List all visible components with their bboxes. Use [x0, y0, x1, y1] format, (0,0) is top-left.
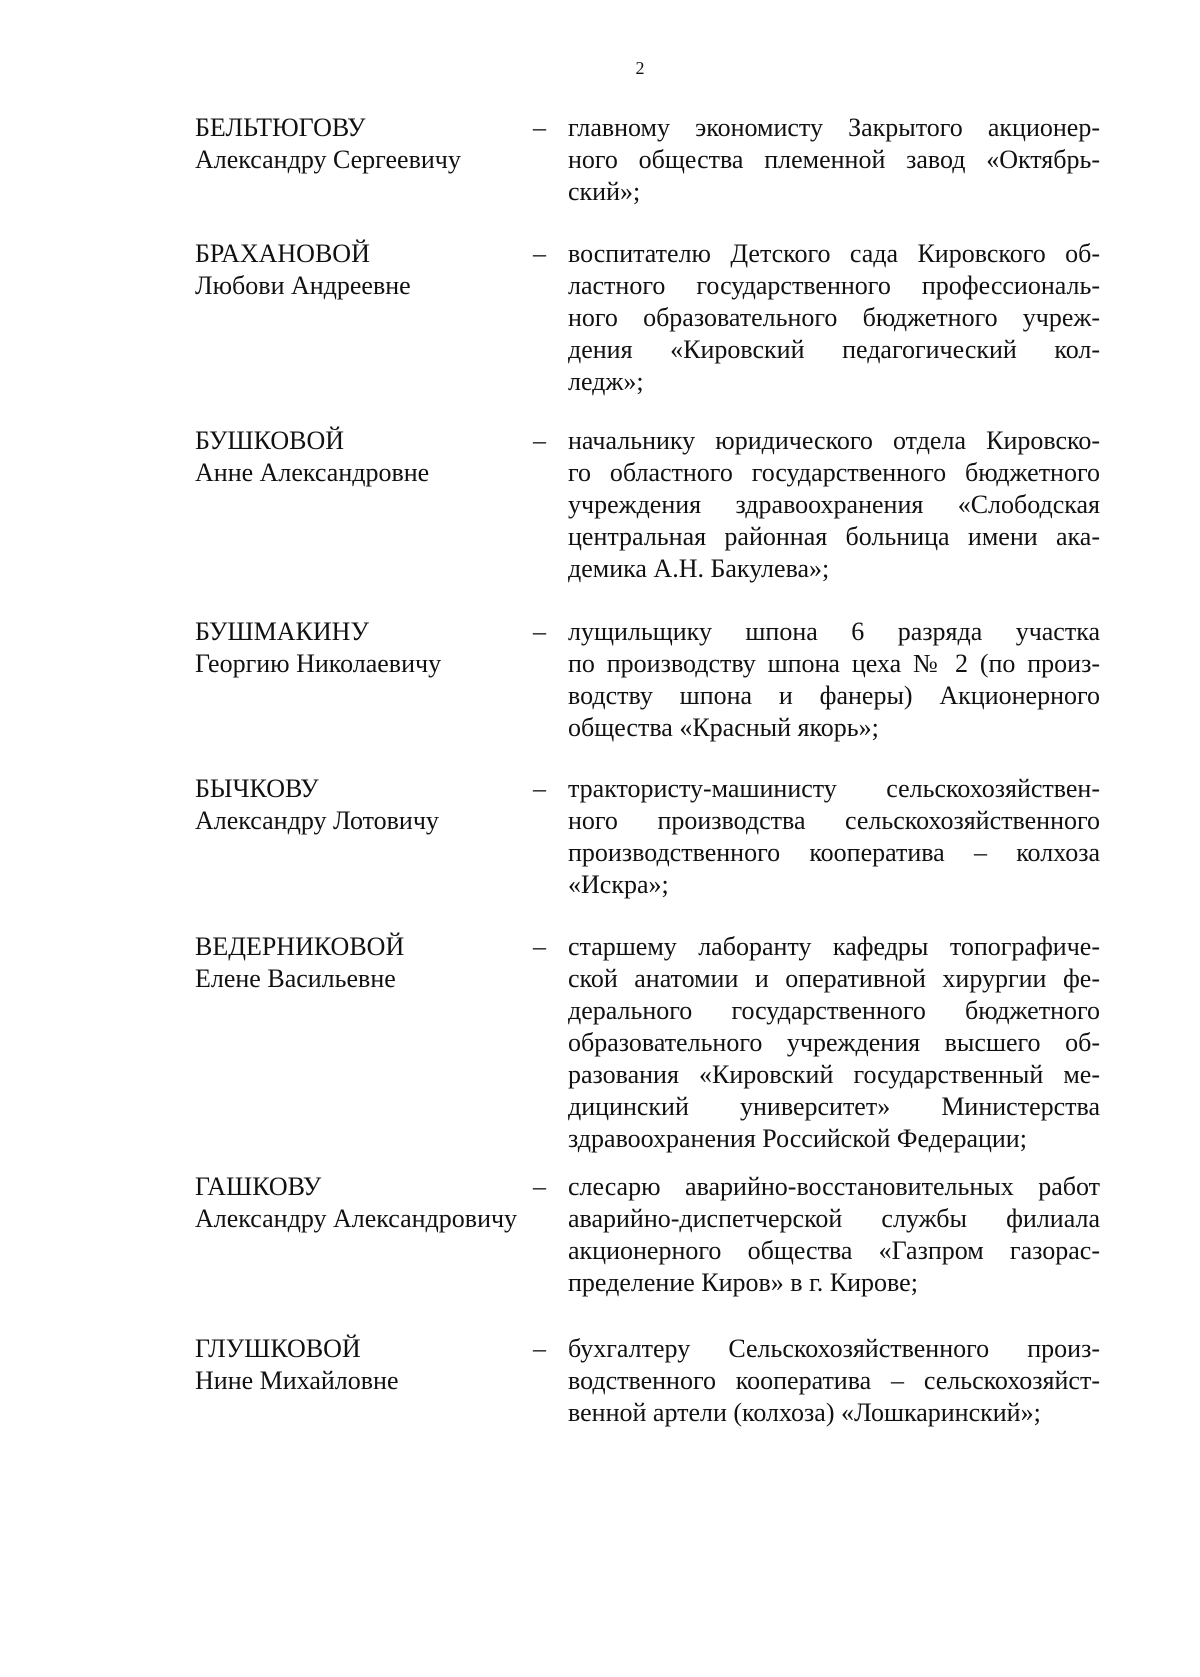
recipient-surname: ГАШКОВУ — [195, 1172, 322, 1201]
position-text-line: лущильщику шпона 6 разряда участка — [568, 617, 1100, 646]
position-text-line: ного общества племенной завод «Октябрь- — [568, 145, 1100, 174]
recipient-given-names: Георгию Николаевичу — [195, 649, 442, 678]
position-text-line: го областного государственного бюджетного — [568, 458, 1100, 487]
recipient-surname: БЫЧКОВУ — [195, 774, 319, 803]
position-text-line: акционерного общества «Газпром газорас- — [568, 1236, 1100, 1265]
recipient-given-names: Александру Лотовичу — [195, 806, 439, 835]
recipient-name — [195, 773, 515, 837]
recipient-given-names: Нине Михайловне — [195, 1366, 399, 1395]
position-text-line: учреждения здравоохранения «Слободская — [568, 490, 1100, 519]
recipient-name — [195, 238, 515, 302]
position-text-line: центральная районная больница имени ака- — [568, 522, 1100, 551]
position-text-line: разования «Кировский государственный ме- — [568, 1060, 1100, 1089]
position-text-line: старшему лаборанту кафедры топографиче- — [568, 932, 1100, 961]
recipient-position — [568, 1171, 1100, 1299]
separator-dash: – — [533, 113, 546, 142]
separator-dash: – — [533, 774, 546, 803]
position-text-line: венной артели (колхоза) «Лошкаринский»; — [568, 1398, 1041, 1427]
recipient-name — [195, 425, 515, 489]
separator-dash: – — [533, 426, 546, 455]
position-text-line: ного образовательного бюджетного учреж- — [568, 303, 1100, 332]
position-text-line: воспитателю Детского сада Кировского об- — [568, 239, 1100, 268]
position-text-line: начальнику юридического отдела Кировско- — [568, 426, 1100, 455]
separator-dash: – — [533, 239, 546, 268]
position-text-line: по производству шпона цеха № 2 (по произ- — [568, 649, 1100, 678]
recipient-position — [568, 931, 1100, 1155]
recipient-position — [568, 112, 1100, 208]
recipient-given-names: Анне Александровне — [195, 458, 430, 487]
position-text-line: главному экономисту Закрытого акционер- — [568, 113, 1100, 142]
recipient-position — [568, 773, 1100, 901]
position-text-line: пределение Киров» в г. Кирове; — [568, 1268, 918, 1297]
position-text-line: ской анатомии и оперативной хирургии фе- — [568, 964, 1100, 993]
position-text-line: ледж»; — [568, 367, 644, 396]
position-text-line: бухгалтеру Сельскохозяйственного произ- — [568, 1334, 1100, 1363]
recipient-position — [568, 425, 1100, 585]
position-text-line: ластного государственного профессиональ- — [568, 271, 1100, 300]
recipient-given-names: Любови Андреевне — [195, 271, 411, 300]
position-text-line: «Искра»; — [568, 870, 669, 899]
separator-dash: – — [533, 617, 546, 646]
recipient-name — [195, 931, 515, 995]
position-text-line: водственного кооператива – сельскохозяйст- — [568, 1366, 1100, 1395]
position-text-line: трактористу-машинисту сельскохозяйствен- — [568, 774, 1100, 803]
position-text-line: общества «Красный якорь»; — [568, 713, 879, 742]
position-text-line: дения «Кировский педагогический кол- — [568, 335, 1100, 364]
position-text-line: аварийно-диспетчерской службы филиала — [568, 1204, 1100, 1233]
recipient-name — [195, 112, 515, 176]
recipient-surname: ВЕДЕРНИКОВОЙ — [195, 932, 405, 961]
position-text-line: дерального государственного бюджетного — [568, 996, 1100, 1025]
position-text-line: дицинский университет» Министерства — [568, 1092, 1100, 1121]
recipient-surname: БУШКОВОЙ — [195, 426, 345, 455]
recipient-name — [195, 1171, 518, 1235]
position-text-line: образовательного учреждения высшего об- — [568, 1028, 1100, 1057]
recipient-surname: БЕЛЬТЮГОВУ — [195, 113, 366, 142]
position-text-line: демика А.Н. Бакулева»; — [568, 554, 830, 583]
page-number: 2 — [635, 58, 645, 78]
position-text-line: ного производства сельскохозяйственного — [568, 806, 1100, 835]
recipient-given-names: Александру Сергеевичу — [195, 145, 461, 174]
separator-dash: – — [533, 1334, 546, 1363]
position-text-line: ский»; — [568, 177, 641, 206]
recipient-surname: БУШМАКИНУ — [195, 617, 369, 646]
position-text-line: слесарю аварийно-восстановительных работ — [568, 1172, 1100, 1201]
separator-dash: – — [533, 1172, 546, 1201]
recipient-name — [195, 616, 515, 680]
recipient-surname: ГЛУШКОВОЙ — [195, 1334, 361, 1363]
separator-dash: – — [533, 932, 546, 961]
recipient-position — [568, 238, 1100, 398]
recipient-name — [195, 1333, 515, 1397]
recipient-position — [568, 616, 1100, 744]
position-text-line: водству шпона и фанеры) Акционерного — [568, 681, 1100, 710]
position-text-line: производственного кооператива – колхоза — [568, 838, 1100, 867]
recipient-surname: БРАХАНОВОЙ — [195, 239, 370, 268]
recipient-position — [568, 1333, 1100, 1429]
recipient-given-names: Елене Васильевне — [195, 964, 396, 993]
recipient-given-names: Александру Александровичу — [195, 1204, 518, 1233]
position-text-line: здравоохранения Российской Федерации; — [568, 1124, 1027, 1153]
